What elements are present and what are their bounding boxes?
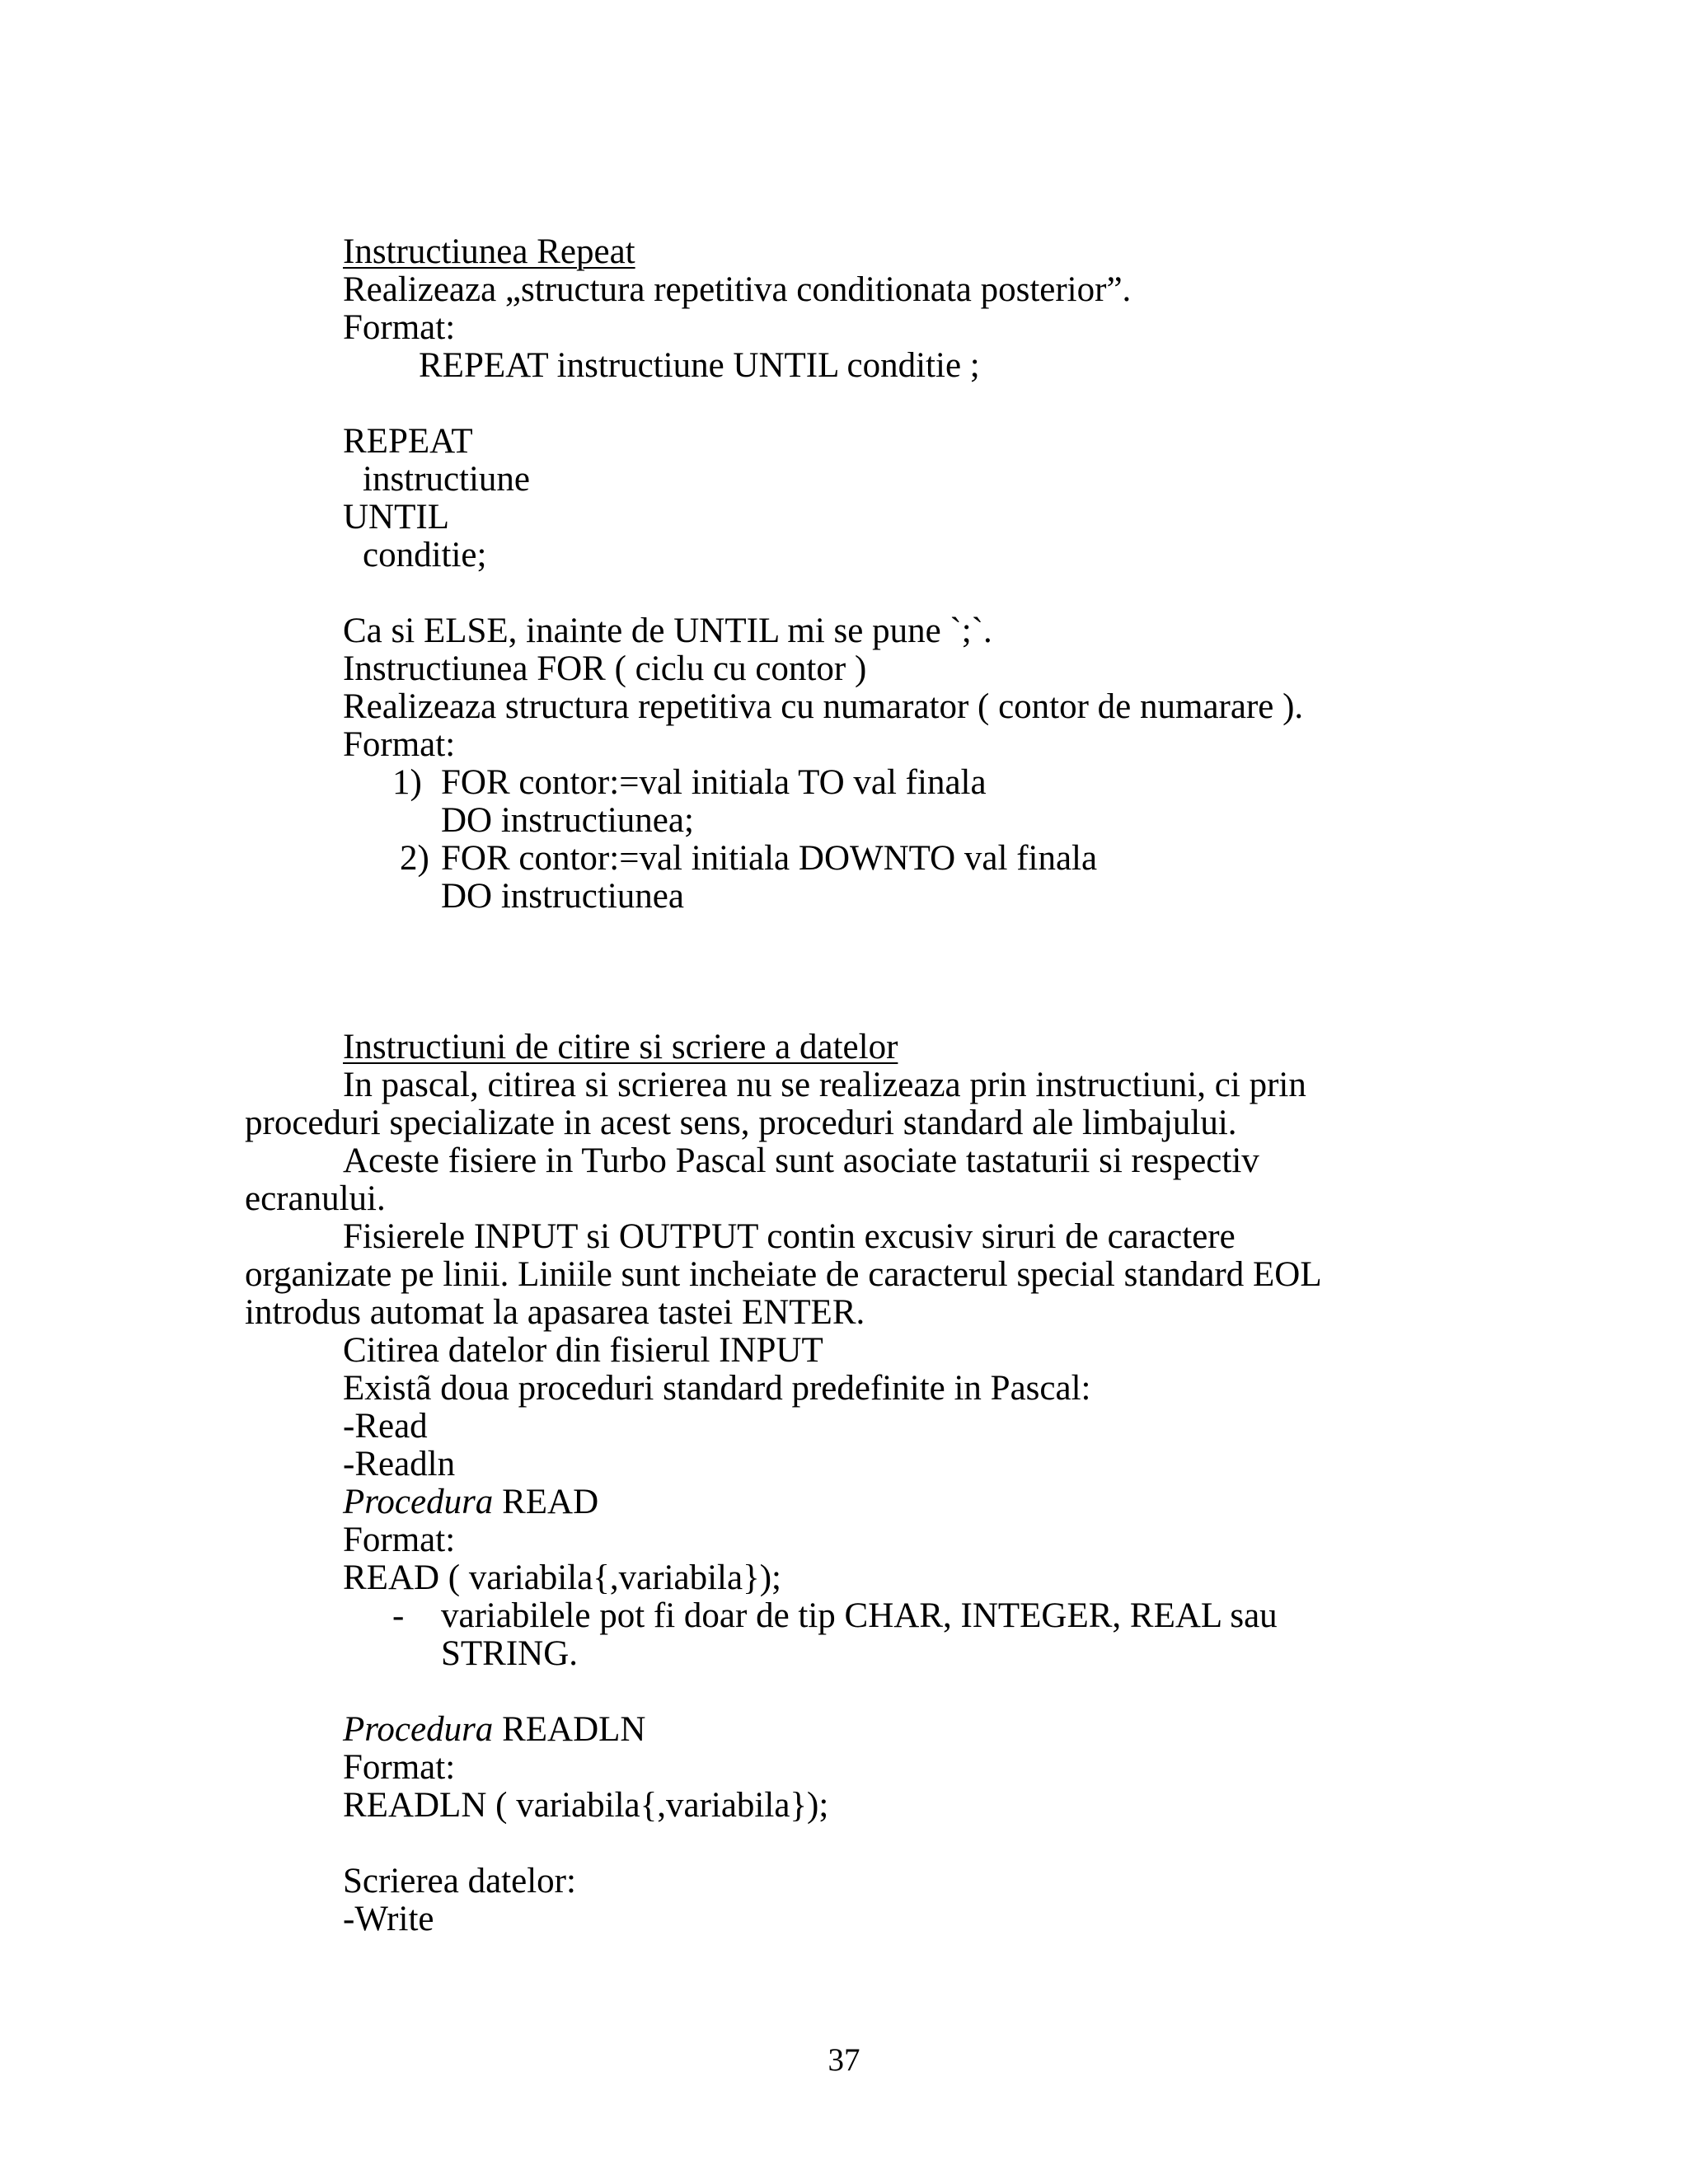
repeat-block-line: instructiune bbox=[363, 460, 531, 499]
paragraph-line: introdus automat la apasarea tastei ENTER. bbox=[245, 1293, 865, 1332]
read-heading: Citirea datelor din fisierul INPUT bbox=[343, 1331, 823, 1370]
readln-proc-label-rest: READLN bbox=[493, 1710, 646, 1749]
for-heading: Instructiunea FOR ( ciclu cu contor ) bbox=[343, 649, 867, 688]
for-item-line: DO instructiunea; bbox=[441, 801, 694, 840]
io-heading: Instructiuni de citire si scriere a datelor bbox=[343, 1028, 898, 1066]
for-item-number: 2) bbox=[400, 839, 429, 878]
read-intro: Existã doua proceduri standard predefinite in Pascal: bbox=[343, 1369, 1091, 1408]
readln-proc-syntax: READLN ( variabila{,variabila}); bbox=[343, 1786, 829, 1825]
readln-proc-label-italic: Procedura bbox=[343, 1710, 494, 1749]
paragraph-line: ecranului. bbox=[245, 1179, 386, 1218]
repeat-description: Realizeaza „structura repetitiva conditionata posterior”. bbox=[343, 270, 1132, 309]
repeat-heading: Instructiunea Repeat bbox=[343, 232, 635, 271]
paragraph-line: Aceste fisiere in Turbo Pascal sunt asociate tastaturii si respectiv bbox=[343, 1141, 1259, 1180]
for-description: Realizeaza structura repetitiva cu numarator ( contor de numarare ). bbox=[343, 687, 1304, 726]
readln-proc-title bbox=[343, 1711, 645, 1749]
repeat-block-line: conditie; bbox=[363, 536, 487, 574]
bullet-dash: - bbox=[392, 1596, 405, 1635]
readln-proc-format-label: Format: bbox=[343, 1748, 456, 1787]
paragraph-line: Fisierele INPUT si OUTPUT contin excusiv siruri de caractere bbox=[343, 1217, 1236, 1256]
repeat-note: Ca si ELSE, inainte de UNTIL mi se pune `;`. bbox=[343, 612, 992, 650]
page-number: 37 bbox=[828, 2042, 860, 2078]
for-item-line: DO instructiunea bbox=[441, 877, 684, 916]
for-format-label: Format: bbox=[343, 725, 456, 764]
write-list-item: -Write bbox=[343, 1900, 434, 1938]
for-item-number: 1) bbox=[392, 763, 422, 802]
write-heading: Scrierea datelor: bbox=[343, 1862, 576, 1900]
paragraph-line: proceduri specializate in acest sens, proceduri standard ale limbajului. bbox=[245, 1104, 1237, 1142]
proc-list-item: -Read bbox=[343, 1407, 428, 1446]
read-proc-label-italic: Procedura bbox=[343, 1483, 494, 1521]
read-proc-syntax: READ ( variabila{,variabila}); bbox=[343, 1558, 781, 1597]
for-item-line: FOR contor:=val initiala DOWNTO val finala bbox=[441, 839, 1098, 878]
read-proc-label-rest: READ bbox=[493, 1483, 599, 1521]
for-item-line: FOR contor:=val initiala TO val finala bbox=[441, 763, 987, 802]
bullet-text-line: STRING. bbox=[441, 1634, 579, 1673]
repeat-format-label: Format: bbox=[343, 308, 456, 347]
read-proc-format-label: Format: bbox=[343, 1521, 456, 1559]
repeat-syntax: REPEAT instructiune UNTIL conditie ; bbox=[419, 346, 980, 385]
read-proc-title bbox=[343, 1483, 598, 1521]
repeat-block-line: REPEAT bbox=[343, 422, 473, 461]
bullet-text-line: variabilele pot fi doar de tip CHAR, INTEGER, REAL sau bbox=[441, 1596, 1278, 1635]
repeat-block-line: UNTIL bbox=[343, 498, 449, 537]
proc-list-item: -Readln bbox=[343, 1445, 456, 1483]
paragraph-line: In pascal, citirea si scrierea nu se realizeaza prin instructiuni, ci prin bbox=[343, 1066, 1306, 1104]
paragraph-line: organizate pe linii. Liniile sunt incheiate de caracterul special standard EOL bbox=[245, 1255, 1322, 1294]
